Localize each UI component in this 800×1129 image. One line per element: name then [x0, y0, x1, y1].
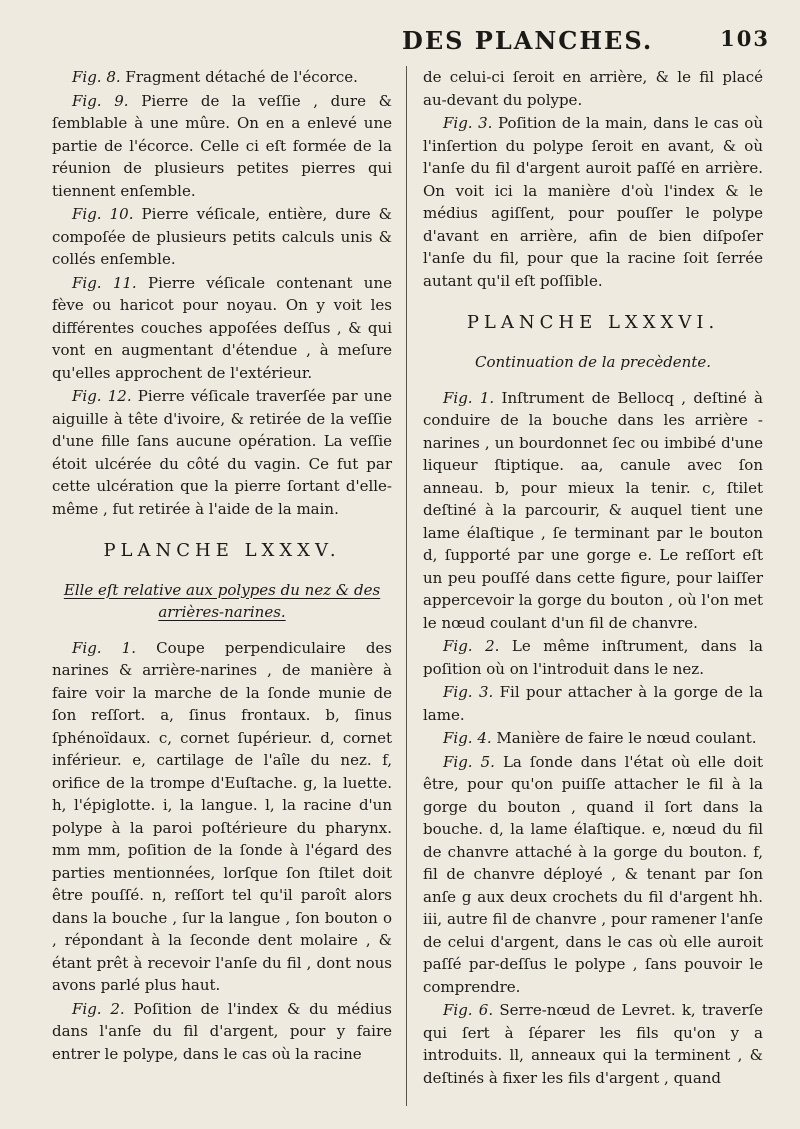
figure-label: Fig. 2. — [443, 637, 500, 655]
paragraph-text: Manière de faire le nœud coulant. — [491, 729, 757, 747]
left-column — [52, 66, 392, 1066]
paragraph-plate85-fig-1 — [52, 637, 392, 997]
paragraph-continuation — [423, 66, 763, 111]
plate-heading-86: PLANCHE LXXXVI. — [466, 312, 720, 333]
plate-subtitle-85: Elle eſt relative aux polypes du nez & des arrières-narines. — [63, 580, 381, 621]
paragraph-text: Pierre véſicale, entière, dure & compoſée de plusieurs petits calculs unis & collés enſemble. — [52, 205, 393, 268]
figure-label: Fig. 3. — [443, 114, 493, 132]
figure-label: Fig. 1. — [72, 638, 136, 657]
figure-label: Fig. 2. — [72, 999, 125, 1018]
figure-label: Fig. 10. — [72, 205, 134, 223]
right-column — [423, 66, 763, 1090]
paragraph-text: Serre-nœud de Levret. k, traverſe qui ſert à ſéparer les fils qu'on y a introduits. ll, anneaux qui la terminent , & deſtinés à fixer les fils d'argent , quand — [423, 1001, 763, 1087]
plate-heading-85: PLANCHE LXXXV. — [103, 540, 341, 561]
paragraph-text: Inſtrument de Bellocq , deſtiné à conduire de la bouche dans les arrière - narines , un bourdonnet ſec ou imbibé d'une liqueur ſtiptique. aa, canule avec ſon anneau. b, pour mieux la tenir. c, ſtilet deſtiné à la parcourir, & auquel tient une lame élaſtique , ſe terminant par le bouton d, ſupporté par une gorge e. Le reſſort eſt un peu pouſſé dans cette figure, pour laiſſer appercevoir la gorge du bouton , où l'on met le nœud coulant d'un fil de chanvre. — [423, 388, 763, 632]
running-title: DES PLANCHES. — [402, 26, 654, 55]
paragraph-fig-12 — [52, 385, 392, 520]
figure-label: Fig. 1. — [443, 388, 495, 407]
paragraph-text: Fragment détaché de l'écorce. — [120, 68, 358, 86]
paragraph-fig-10 — [52, 203, 392, 271]
figure-label: Fig. 11. — [72, 273, 137, 292]
figure-label: Fig. 12. — [72, 387, 132, 405]
paragraph-plate85-fig-2 — [52, 998, 392, 1066]
paragraph-text: Poſition de l'index & du médius dans l'anſe du fil d'argent, pour y faire entrer le polype, dans le cas où la racine — [52, 999, 392, 1063]
running-head — [40, 26, 770, 66]
paragraph-plate86-fig-3 — [423, 681, 763, 726]
paragraph-text: Pierre de la veſſie , dure & ſemblable à une mûre. On en a enlevé une partie de l'écorce. Celle ci eſt formée de la réunion de plusieurs petites pierres qui tiennent enſemble. — [52, 91, 393, 200]
paragraph-plate85-fig-3 — [423, 112, 763, 292]
paragraph-text: Pierre véſicale contenant une fève ou haricot pour noyau. On y voit les différentes couches appoſées deſſus , & qui vont en augmentant d'étendue , à meſure qu'elles approchent de l'extérieur. — [52, 273, 393, 382]
paragraph-text: Fil pour attacher à la gorge de la lame. — [423, 683, 763, 724]
paragraph-plate86-fig-5 — [423, 751, 763, 999]
paragraph-text: Coupe perpendiculaire des narines & arrière-narines , de manière à faire voir la marche de la ſonde munie de ſon reſſort. a, ſinus frontaux. b, ſinus ſphénoïdaux. c, cornet ſupérieur. d, cornet inférieur. e, cartilage de l'aîle du nez. f, orifice de la trompe d'Euſtache. g, la luette. h, l'épiglotte. i, la langue. l, la racine d'un polype à la paroi poſtérieure du pharynx. mm mm, poſition de la ſonde à l'égard des parties mentionnées, lorſque ſon ſtilet doit être pouſſé. n, reſſort tel qu'il paroît alors dans la bouche , ſur la langue , ſon bouton o , répondant à la ſeconde dent molaire , & étant prêt à recevoir l'anſe du fil , dont nous avons parlé plus haut. — [52, 638, 392, 994]
figure-label: Fig. 6. — [443, 1001, 494, 1019]
paragraph-fig-9 — [52, 90, 392, 203]
figure-label: Fig. 5. — [443, 752, 495, 771]
figure-label: Fig. 8. — [72, 68, 121, 86]
figure-label: Fig. 4. — [443, 729, 492, 747]
paragraph-plate86-fig-1 — [423, 387, 763, 635]
paragraph-text: Poſition de la main, dans le cas où l'inſertion du polype ſeroit en avant, & où l'anſe du fil d'argent auroit paſſé en arrière. On voit ici la manière d'où l'index & le médius agiſſent, pour pouſſer le polype d'avant en arrière, afin de bien diſpoſer l'anſe du fil, pour que la racine ſoit ſerrée autant qu'il eſt poſſible. — [423, 114, 763, 290]
paragraph-text: La ſonde dans l'état où elle doit être, pour qu'on puiſſe attacher le fil à la gorge du bouton , quand il ſort dans la bouche. d, la lame élaſtique. e, nœud du fil de chanvre attaché à la gorge du bouton. f, fil de chanvre déployé , & tenant par ſon anſe g aux deux crochets du fil d'argent hh. iii, autre fil de chanvre , pour ramener l'anſe de celui d'argent, dans le cas où elle auroit paſſé par-deſſus le polype , ſans pouvoir le comprendre. — [423, 752, 764, 996]
paragraph-text: Pierre véſicale traverſée par une aiguille à tête d'ivoire, & retirée de la veſſie d'une fille ſans aucune opération. La veſſie étoit ulcérée du côté du vagin. Ce fut par cette ulcération que la pierre ſortant d'elle-même , fut retirée à l'aide de la main. — [52, 387, 392, 518]
paragraph-plate86-fig-4 — [423, 727, 763, 750]
page-number: 103 — [720, 26, 770, 51]
paragraph-text: de celui-ci ſeroit en arrière, & le fil placé au-devant du polype. — [423, 68, 763, 109]
column-divider — [406, 66, 407, 1106]
figure-label: Fig. 3. — [443, 683, 494, 701]
figure-label: Fig. 9. — [72, 91, 129, 110]
paragraph-plate86-fig-2 — [423, 635, 763, 680]
paragraph-fig-8 — [52, 66, 392, 89]
paragraph-plate86-fig-6 — [423, 999, 763, 1089]
plate-subtitle-86: Continuation de la precèdente. — [474, 352, 712, 371]
paragraph-fig-11 — [52, 272, 392, 385]
paragraph-text: Le même inſtrument, dans la poſition où on l'introduit dans le nez. — [423, 637, 763, 678]
